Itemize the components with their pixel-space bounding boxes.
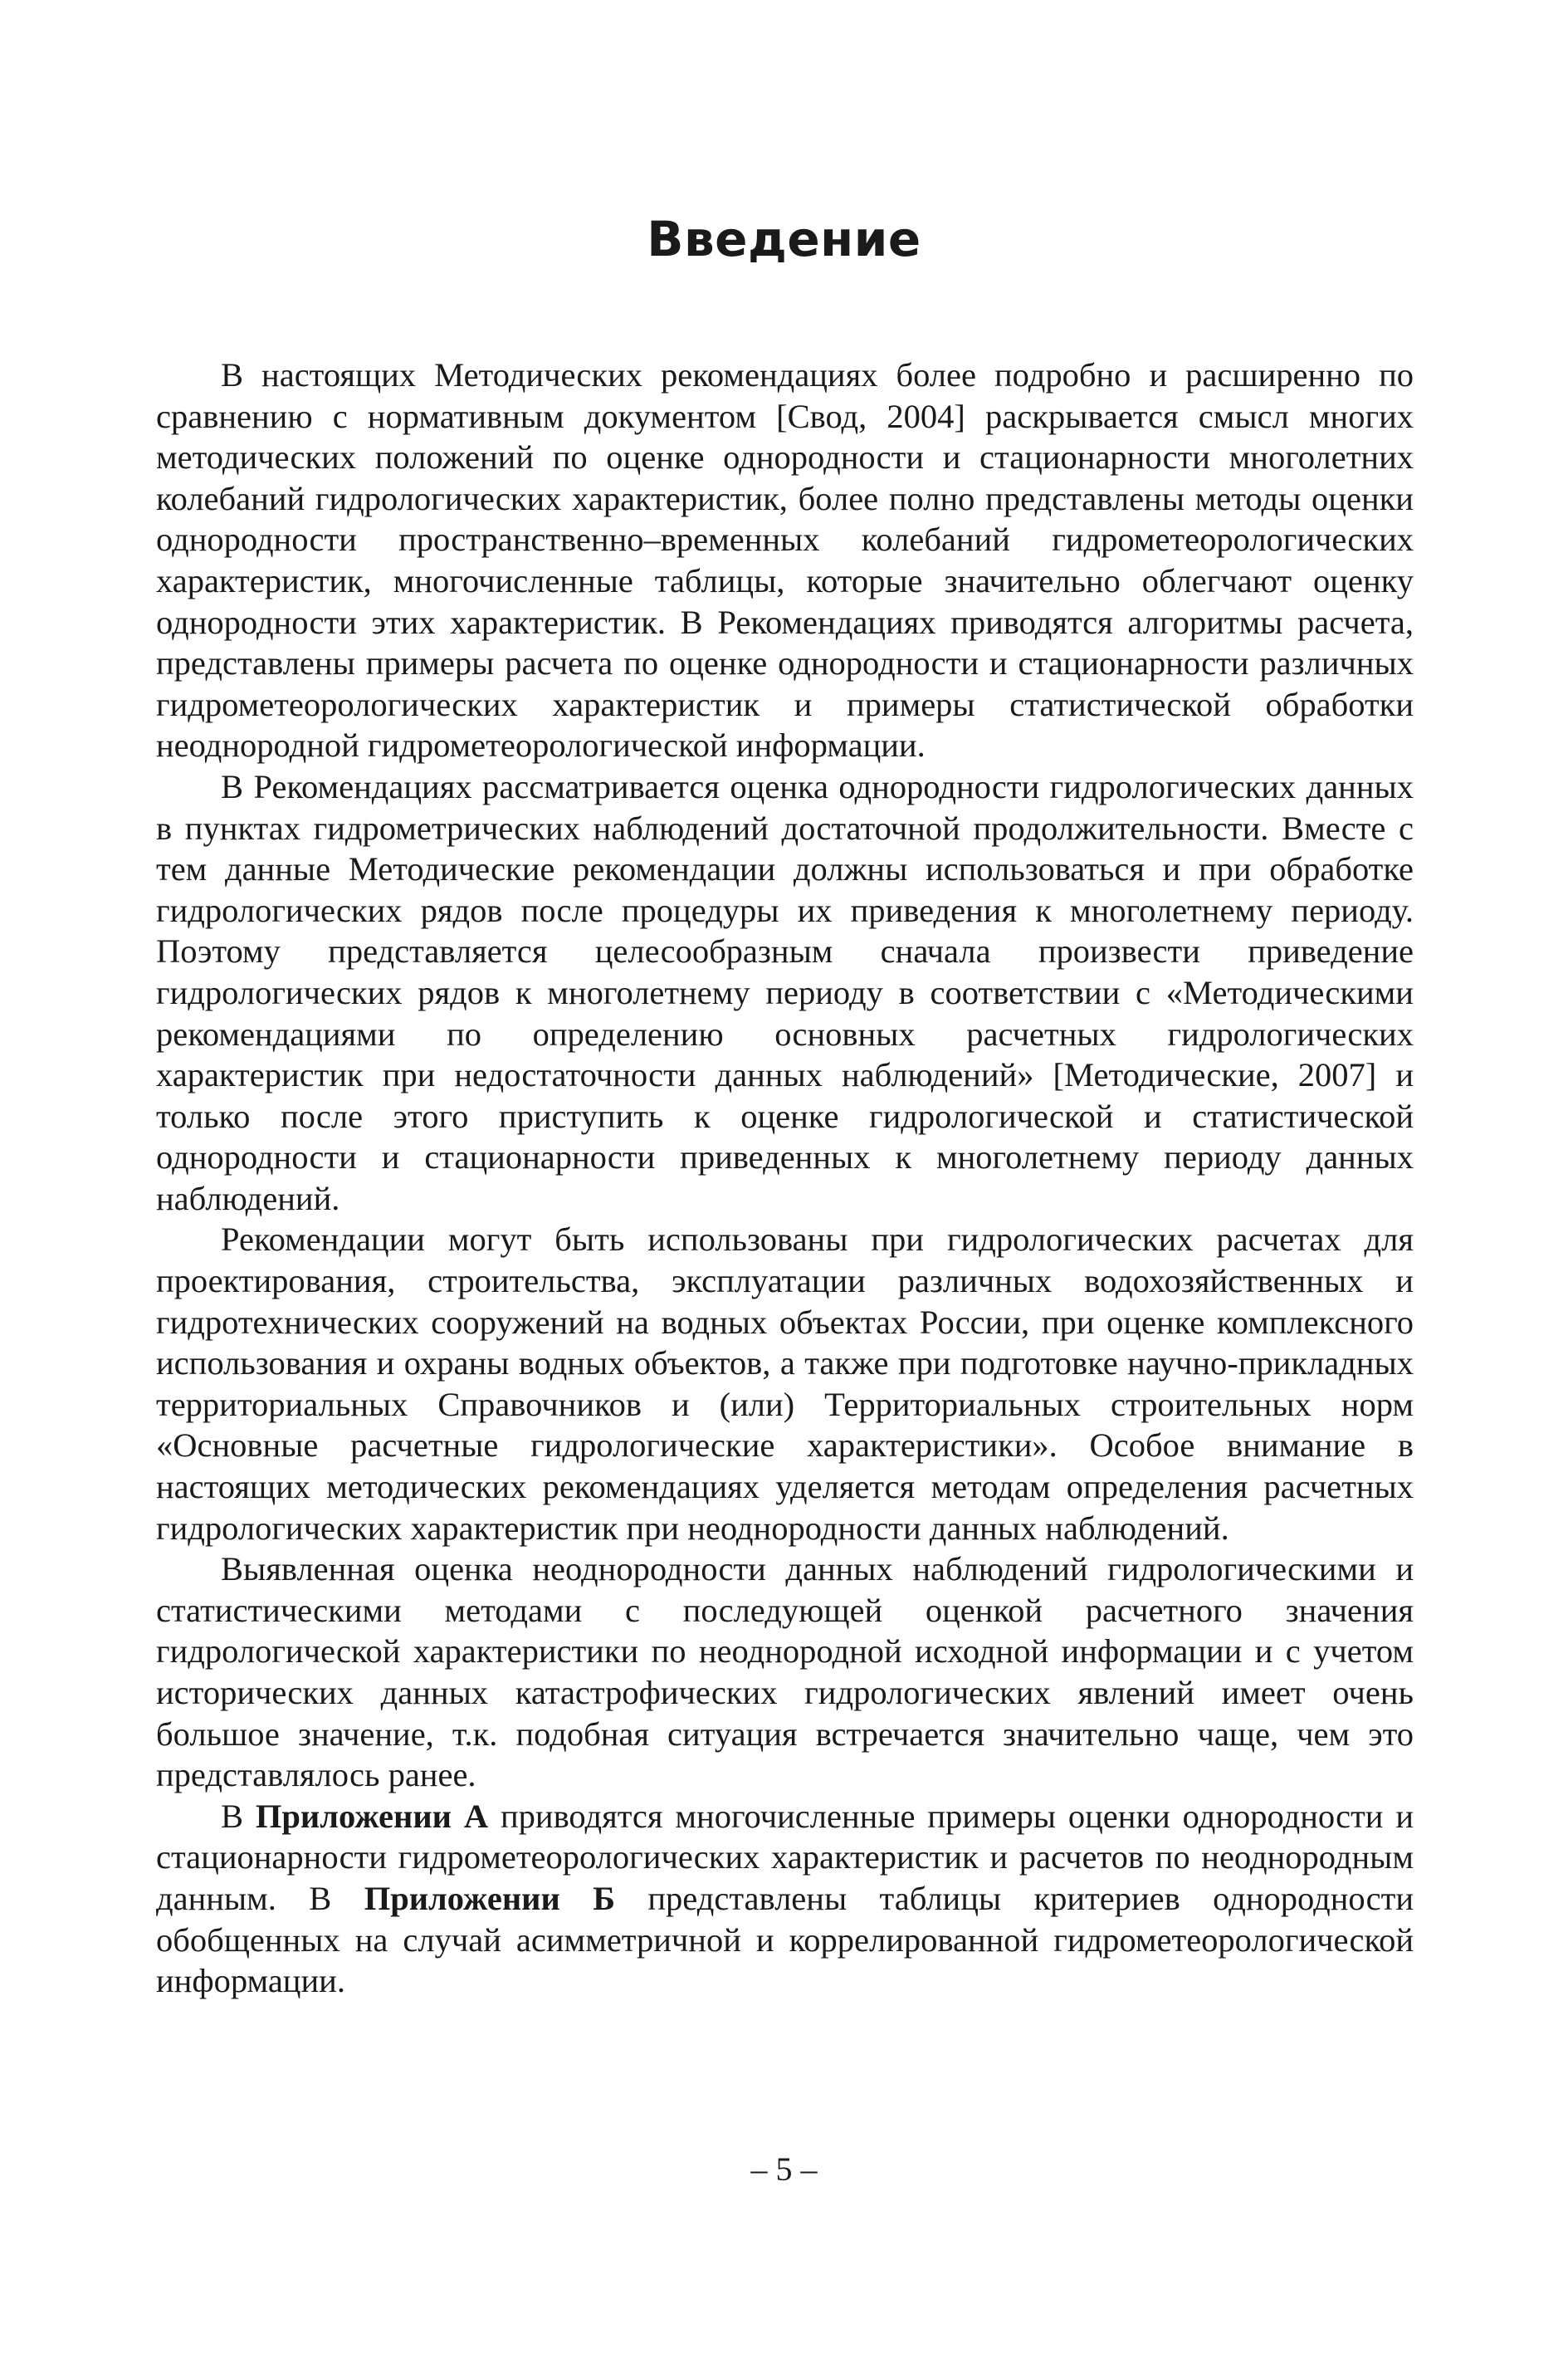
paragraph-5 — [156, 1796, 1414, 2002]
paragraph-5-text: приводятся многочисленные примеры оценки однородности и стационарности гидрометеорологических характеристик и расчетов по неоднородным данным. В — [156, 1797, 1414, 1917]
page-title: Введение — [647, 211, 921, 267]
paragraph-4: Выявленная оценка неоднородности данных наблюдений гидрологическими и статистическими методами с последующей оценкой расчетного значения гидрологической характеристики по неоднородной исходной информации и с учетом исторических данных катастрофических гидрологических явлений имеет очень большое значение, т.к. подобная ситуация встречается значительно чаще, чем это представлялось ранее. — [156, 1550, 1414, 1794]
page-number: – 5 – — [750, 2150, 818, 2188]
paragraph-2: В Рекомендациях рассматривается оценка однородности гидрологических данных в пунктах гидрометрических наблюдений достаточной продолжительности. Вместе с тем данные Методические рекомендации должны использоваться и при обработке гидрологических рядов после процедуры их приведения к многолетнему периоду. Поэтому представляется целесообразным сначала произвести приведение гидрологических рядов к многолетнему периоду в соответствии с «Методическими рекомендациями по определению основных расчетных гидрологических характеристик при недостаточности данных наблюдений» [Методические, 2007] и только после этого приступить к оценке гидрологической и статистической однородности и стационарности приведенных к многолетнему периоду данных наблюдений. — [156, 767, 1414, 1217]
appendix-a-reference: Приложении А — [255, 1797, 489, 1835]
paragraph-1: В настоящих Методических рекомендациях более подробно и расширенно по сравнению с нормативным документом [Свод, 2004] раскрывается смысл многих методических положений по оценке однородности и стационарности многолетних колебаний гидрологических характеристик, более полно представлены методы оценки однородности пространственно–временных колебаний гидрометеорологических характеристик, многочисленные таблицы, которые значительно облегчают оценку однородности этих характеристик. В Рекомендациях приводятся алгоритмы расчета, представлены примеры расчета по оценке однородности и стационарности различных гидрометеорологических характеристик и примеры статистической обработки неоднородной гидрометеорологической информации. — [156, 356, 1414, 765]
paragraph-5-text: представлены таблицы критериев однородности обобщенных на случай асимметричной и коррелированной гидрометеорологической информации. — [156, 1879, 1414, 2000]
body-text — [156, 355, 1414, 2002]
paragraph-5-text: В — [221, 1797, 256, 1835]
appendix-b-reference: Приложении Б — [364, 1879, 615, 1917]
paragraph-3: Рекомендации могут быть использованы при гидрологических расчетах для проектирования, строительства, эксплуатации различных водохозяйственных и гидротехнических сооружений на водных объектах России, при оценке комплексного использования и охраны водных объектов, а также при подготовке научно-прикладных территориальных Справочников и (или) Территориальных строительных норм «Основные расчетные гидрологические характеристики». Особое внимание в настоящих методических рекомендациях уделяется методам определения расчетных гидрологических характеристик при неоднородности данных наблюдений. — [156, 1221, 1414, 1547]
